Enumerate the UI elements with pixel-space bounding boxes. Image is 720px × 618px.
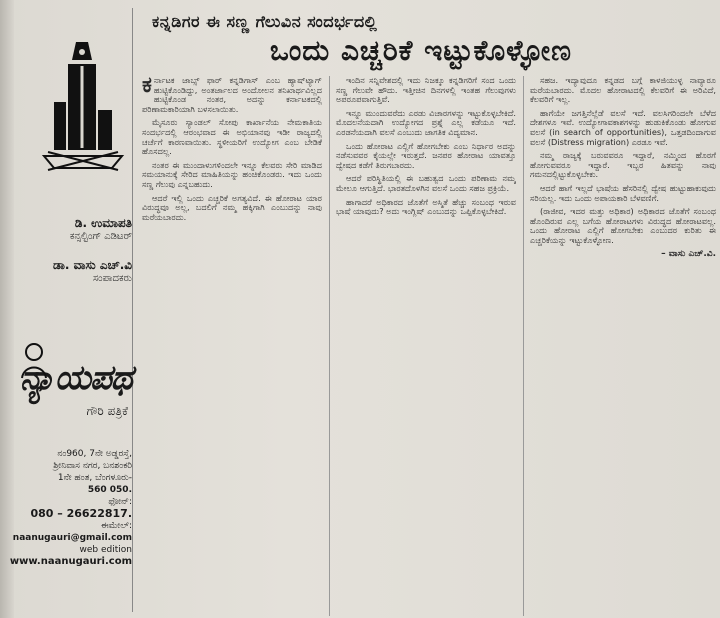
editorial-sidebar [8, 8, 133, 612]
paragraph: ಹಾಗೆಯೇ ಜಗತ್ತಿನೆಲ್ಲೆಡೆ ವಲಸೆ ಇದೆ. ವಲಸಿಗರಿಂದಲೇ ಬೆಳೆದ ದೇಶಗಳೂ ಇವೆ. ಉದ್ಯೋಗಾವಕಾಶಗಳನ್ನು ಹುಡುಕಿಕೊಂಡು ಹೋಗುವ ವಲಸೆ (in search of opportunities), ಒತ್ತಡದಿಂದಾಗುವ ವಲಸೆ (Distress migration) ಎರಡೂ ಇವೆ. [530, 107, 716, 147]
web-edition-label: web edition [79, 545, 132, 555]
paragraph: ನಂತರ ಈ ಮುಂದಾಳುಗಳಿಂದಲೇ ಇನ್ನೂ ಕೆಲವರು ಸೇರಿ ಮಾಡಿದ ಸಮಯಾನುಕ್ಕೆ ಸೇರಿದ ಮಾಹಿತಿಯನ್ನು ಹಂಚಿಕೊಂಡರು. ಇದು ಒಂದು ಸಣ್ಣ ಗೆಲುವು ಎನ್ನಬಹುದು. [142, 159, 322, 189]
consulting-editor-role: ಕನ್ಸಲ್ಟಿಂಗ್ ಎಡಿಟರ್ [69, 231, 132, 242]
email-label: ಈಮೇಲ್: [100, 521, 132, 531]
paragraph: ಇಂದಿನ ಸನ್ನಿವೇಶದಲ್ಲಿ ಇದು ನಿಜಕ್ಕೂ ಕನ್ನಡಿಗರಿಗೆ ಸಂದ ಒಂದು ಸಣ್ಣ ಗೆಲುವೇ ಹೌದು. ಇತ್ತೀಚಿನ ದಿನಗಳಲ್ಲಿ ಇಂತಹ ಗೆಲುವುಗಳು ಅಪರೂಪವಾಗುತ್ತಿವೆ. [336, 76, 516, 105]
paragraph: ಆದರೆ ಪರಿಸ್ಥಿತಿಯಲ್ಲಿ ಈ ಬಹುತ್ವದ ಒಂದು ಪರಿಣಾಮ ನಮ್ಮ ಮೇಲೂ ಆಗುತ್ತಿದೆ. ಭಾರತದೊಳಗಿನ ವಲಸೆ ಒಂದು ಸಹಜ ಪ್ರಕ್ರಿಯೆ. [336, 173, 516, 193]
article-columns [142, 76, 716, 616]
paragraph: ಸಹಜ. ಇದ್ಯಾವುದೂ ಕನ್ನಡದ ಬಗ್ಗೆ ಕಾಳಜಿಯುಳ್ಳ ನಾವ್ಯಾರೂ ಮರೆಯಬಾರದು. ಮೊದಲ ಹೋರಾಟದಲ್ಲಿ ಕೆಲವರಿಗೆ ಈ ಅರಿವಿದೆ, ಕೆಲವರಿಗೆ ಇಲ್ಲ. [530, 76, 716, 105]
consulting-editor-name: ಡಿ. ಉಮಾಪತಿ [74, 216, 132, 230]
article-headline: ಒಂದು ಎಚ್ಚರಿಕೆ ಇಟ್ಟುಕೊಳ್ಳೋಣ [270, 34, 572, 67]
paragraph: ಇನ್ನೂ ಮುಂದುವರೆದು ಎರಡು ವಿಚಾರಗಳನ್ನು ಇಟ್ಟುಕೊಳ್ಳಬೇಕಿದೆ. ಮೊದಲನೆಯದಾಗಿ ಉದ್ಯೋಗದ ಪ್ರಶ್ನೆ ಎಲ್ಲ ಕಡೆಯೂ ಇದೆ. ಎರಡನೆಯದಾಗಿ ವಲಸೆ ಎಂಬುದು ಜಾಗತಿಕ ವಿದ್ಯಮಾನ. [336, 107, 516, 137]
chief-editor-role: ಸಂಪಾದಕರು [92, 273, 132, 284]
paragraph: (ರಾಜೀವ, ಇದರ ಮತ್ತು ಅಧಿಕಾರ) ಅಧಿಕಾರದ ಜೊತೆಗೆ ಸಂಬಂಧ ಹೊಂದಿರುವ ಎಲ್ಲ ಬಗೆಯ ಹೋರಾಟಗಳು ವಿರುದ್ಧದ ಹೋರಾಟವಲ್ಲ. ಒಂದು ಹೋರಾಟ ಎಲ್ಲಿಗೆ ಹೋಗಬೇಕು ಎಂಬುದರ ಕುರಿತು ಈ ಎಚ್ಚರಿಕೆಯನ್ನು ಇಟ್ಟುಕೊಳ್ಳೋಣ. [530, 206, 716, 245]
address-line: 560 050. [87, 485, 132, 495]
paragraph: ಮೈಸೂರು ಸ್ಯಾಂಡಲ್ ಸೋಪು ಕಾರ್ಖಾನೆಯ ನೇಮಕಾತಿಯ ಸಂದರ್ಭದಲ್ಲಿ ಆರಂಭವಾದ ಈ ಅಭಿಯಾನವು ಇಡೀ ರಾಜ್ಯದಲ್ಲಿ ಚರ್ಚೆಗೆ ಕಾರಣವಾಯಿತು. ಸ್ಥಳೀಯರಿಗೆ ಉದ್ಯೋಗ ಎಂಬ ಬೇಡಿಕೆ ಹೊಸದಲ್ಲ. [142, 117, 322, 157]
chief-editor-name: ಡಾ. ವಾಸು ಎಚ್.ವಿ [52, 258, 132, 272]
portrait-sketch-icon [20, 340, 48, 380]
address-line: ಶ್ರೀನಿವಾಸ ನಗರ, ಬನಶಂಕರಿ [53, 461, 132, 471]
paragraph: ಹಾಗಾದರೆ ಅಧಿಕಾರದ ಜೊತೆಗೆ ಅಸ್ಮಿತೆ ಹೆಚ್ಚು ಸಂಬಂಧ ಇರುವ ಭಾಷೆ ಯಾವುದು? ಅದು ಇಂಗ್ಲಿಷ್ ಎಂಬುದನ್ನು ಒಪ್ಪಿಕೊಳ್ಳಬೇಕಿದೆ. [336, 196, 516, 217]
author-signature: – ವಾಸು ಎಚ್.ವಿ. [661, 248, 716, 259]
chief-editor [8, 258, 132, 284]
drop-cap: ಕ [142, 76, 152, 98]
website-link[interactable]: www.naanugauri.com [9, 556, 132, 567]
phone-number: 080 – 26622817. [30, 507, 132, 520]
paragraph: ರ್ನಾಟಕ ಜಾಬ್ಸ್ ಫಾರ್ ಕನ್ನಡಿಗಾಸ್ ಎಂಬ ಹ್ಯಾಷ್‌ಟ್ಯಾಗ್ ಹುಟ್ಟಿಕೊಂಡಿದ್ದು, ಅಂತರ್ಜಾಲದ ಅಂದೋಲನ ತನಿಖಾರ್ಥವಿಲ್ಲದ ಹುಟ್ಟಿಕೊಂಡ ನಂತರ, ಅದನ್ನು ಕರ್ನಾಟಕದಲ್ಲಿ ಪರಿಣಾಮಕಾರಿಯಾಗಿ ಬಳಸಲಾಯಿತು. [142, 76, 322, 114]
article-column-2 [336, 76, 516, 616]
phone-label: ಫೋನ್: [108, 497, 132, 507]
column-divider [523, 76, 524, 616]
paragraph: ನಮ್ಮ ರಾಜ್ಯಕ್ಕೆ ಬರುವವರೂ ಇದ್ದಾರೆ, ನಮ್ಮಿಂದ ಹೊರಗೆ ಹೋಗುವವರೂ ಇದ್ದಾರೆ. ಇಬ್ಬರ ಹಿತವನ್ನು ನಾವು ಗಮನದಲ್ಲಿಟ್ಟುಕೊಳ್ಳಬೇಕು. [530, 150, 716, 180]
article-kicker: ಕನ್ನಡಿಗರ ಈ ಸಣ್ಣ ಗೆಲುವಿನ ಸಂದರ್ಭದಲ್ಲಿ [152, 12, 378, 31]
masthead-title: ನ್ಯಾಯಪಥ [20, 358, 132, 398]
masthead-subtitle: ಗೌರಿ ಪತ್ರಿಕೆ [86, 404, 128, 418]
paragraph: ಆದರೆ ಹಾಗೆ ಇಲ್ಲದೆ ಭಾಷೆಯ ಹೆಸರಿನಲ್ಲಿ ದ್ವೇಷ ಹುಟ್ಟುಹಾಕುವುದು ಸರಿಯಲ್ಲ. ಇದು ಒಂದು ಅಪಾಯಕಾರಿ ಬೆಳವಣಿಗೆ. [530, 182, 716, 203]
paragraph: ಆದರೆ ಇಲ್ಲಿ ಒಂದು ಎಚ್ಚರಿಕೆ ಅಗತ್ಯವಿದೆ. ಈ ಹೋರಾಟ ಯಾರ ವಿರುದ್ಧವೂ ಅಲ್ಲ, ಬದಲಿಗೆ ನಮ್ಮ ಹಕ್ಕಿಗಾಗಿ ಎಂಬುದನ್ನು ನಾವು ಮರೆಯಬಾರದು. [142, 192, 322, 222]
column-divider [329, 76, 330, 616]
contact-address [8, 448, 132, 568]
pen-nib-logo-icon [38, 38, 128, 178]
article-column-1 [142, 76, 322, 616]
consulting-editor [8, 216, 132, 242]
address-line: ನಂ960, 7ನೇ ಅಡ್ಡರಸ್ತೆ, [57, 449, 132, 459]
email-address[interactable]: naanugauri@gmail.com [12, 533, 132, 543]
masthead [20, 358, 140, 428]
address-line: 1ನೇ ಹಂತ, ಬೆಂಗಳೂರು- [57, 473, 132, 483]
paragraph: ಒಂದು ಹೋರಾಟ ಎಲ್ಲಿಗೆ ಹೋಗಬೇಕು ಎಂಬ ನಿರ್ಧಾರ ಅದನ್ನು ನಡೆಸುವವರ ಕೈಯಲ್ಲೇ ಇರುತ್ತದೆ. ಜನಪರ ಹೋರಾಟ ಯಾವತ್ತೂ ದ್ವೇಷದ ಕಡೆಗೆ ತಿರುಗಬಾರದು. [336, 140, 516, 170]
article-column-3 [530, 76, 716, 616]
